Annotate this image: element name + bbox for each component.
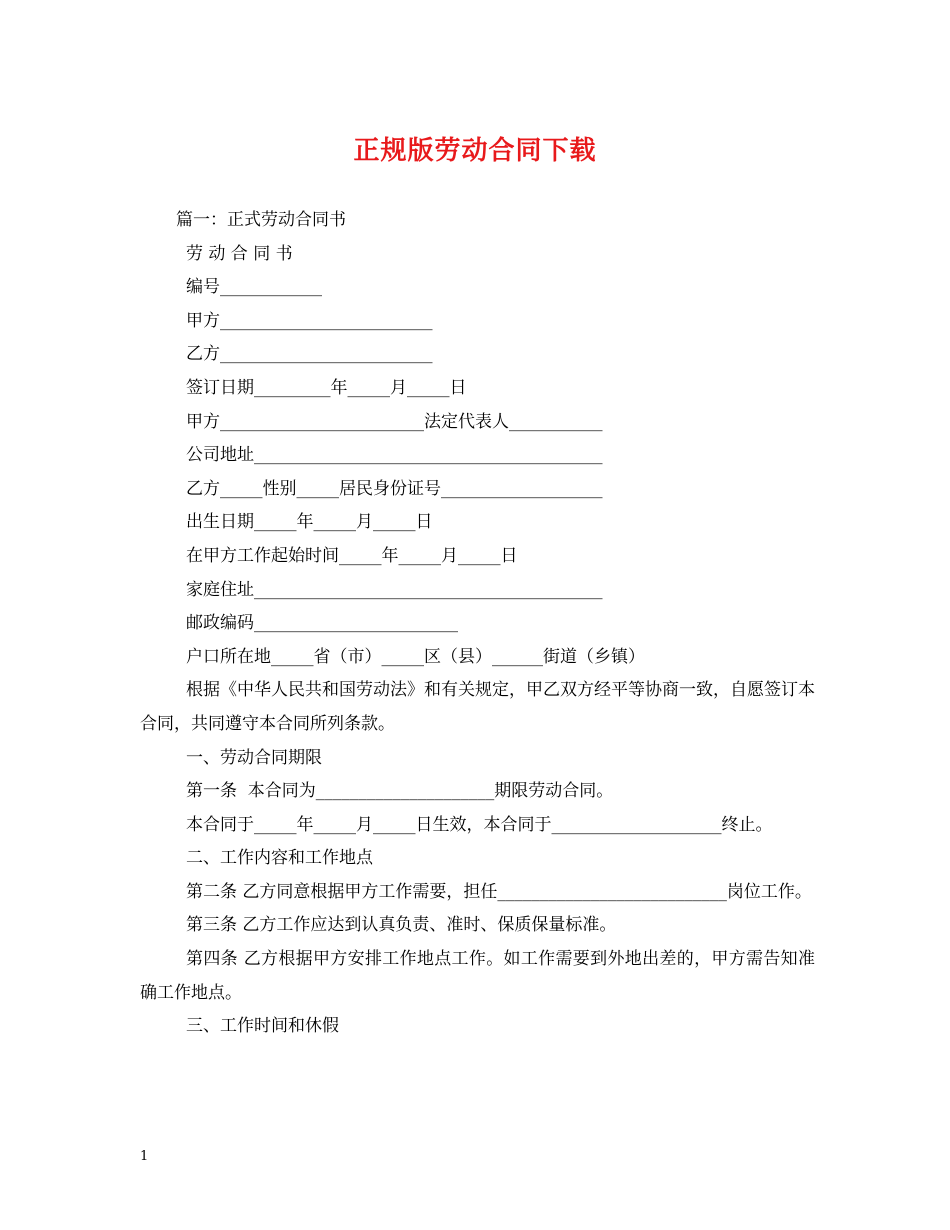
paragraph-preamble: 根据《中华人民共和国劳动法》和有关规定，甲乙双方经平等协商一致，自愿签订本合同，共同遵守本合同所列条款。 — [140, 680, 815, 734]
field-postal-code: 邮政编码________________________ — [186, 613, 458, 634]
field-number: 编号____________ — [186, 277, 322, 298]
field-party-a: 甲方_________________________ — [186, 310, 433, 331]
page-number: 1 — [140, 1149, 149, 1164]
section-contract-term: 一、劳动合同期限 — [186, 747, 322, 768]
section-work-time: 三、工作时间和休假 — [186, 1016, 339, 1037]
field-start-date: 在甲方工作起始时间_____年_____月_____日 — [186, 545, 518, 566]
section-heading: 篇一：正式劳动合同书 — [176, 210, 346, 230]
article-1: 第一条 本合同为_____________________期限劳动合同。 — [186, 781, 614, 802]
article-2: 第二条 乙方同意根据甲方工作需要，担任___________________________岗位工作。 — [186, 881, 812, 902]
article-4: 第四条 乙方根据甲方安排工作地点工作。如工作需要到外地出差的，甲方需告知准确工作地点。 — [140, 949, 815, 1003]
field-party-b: 乙方_________________________ — [186, 344, 433, 365]
field-birth-date: 出生日期_____年_____月_____日 — [186, 512, 433, 533]
field-sign-date: 签订日期_________年_____月_____日 — [186, 377, 467, 398]
field-party-a-representative: 甲方________________________法定代表人___________ — [186, 411, 603, 432]
contract-effective-line: 本合同于_____年_____月_____日生效，本合同于____________________终止。 — [186, 814, 773, 835]
document-body — [140, 204, 815, 1044]
contract-heading: 劳 动 合 同 书 — [186, 243, 293, 264]
document-title: 正规版劳动合同下载 — [353, 136, 597, 166]
field-household-registration: 户口所在地_____省（市）_____区（县）______街道（乡镇） — [186, 646, 645, 667]
article-3: 第三条 乙方工作应达到认真负责、准时、保质保量标准。 — [186, 915, 617, 936]
field-company-address: 公司地址_________________________________________ — [186, 445, 603, 466]
section-work-content: 二、工作内容和工作地点 — [186, 848, 373, 869]
field-home-address: 家庭住址_________________________________________ — [186, 579, 603, 600]
field-party-b-identity: 乙方_____性别_____居民身份证号___________________ — [186, 478, 603, 499]
